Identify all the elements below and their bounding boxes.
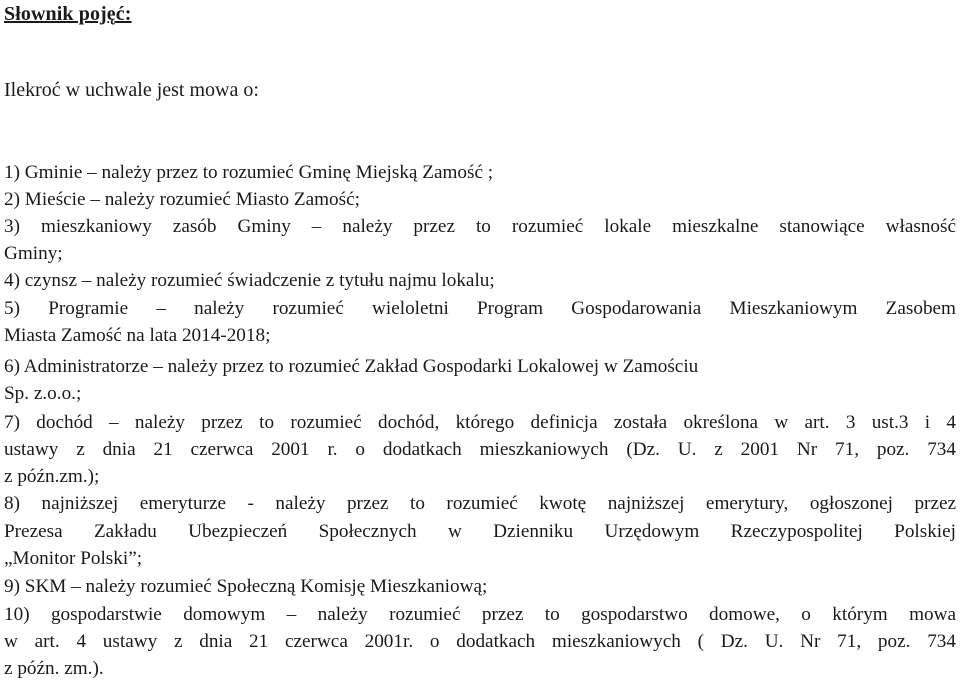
definition-line: 10) gospodarstwie domowym – należy rozumieć przez to gospodarstwo domowe, o którym mowa <box>4 604 956 625</box>
definition-line: 9) SKM – należy rozumieć Społeczną Komisję Mieszkaniową; <box>4 576 488 597</box>
definition-line: Prezesa Zakładu Ubezpieczeń Społecznych w Dzienniku Urzędowym Rzeczypospolitej Polskiej <box>4 521 956 542</box>
definition-line: z późn.zm.); <box>4 466 100 487</box>
definition-line: 8) najniższej emeryturze - należy przez to rozumieć kwotę najniższej emerytury, ogłoszonej przez <box>4 493 956 514</box>
definition-line: Miasta Zamość na lata 2014-2018; <box>4 325 271 346</box>
definition-line: Gminy; <box>4 243 63 264</box>
definition-line: 6) Administratorze – należy przez to rozumieć Zakład Gospodarki Lokalowej w Zamościu <box>4 356 699 377</box>
definition-line: Sp. z.o.o.; <box>4 383 82 404</box>
definition-line: „Monitor Polski”; <box>4 548 143 569</box>
definition-line: ustawy z dnia 21 czerwca 2001 r. o dodatkach mieszkaniowych (Dz. U. z 2001 Nr 71, poz. 734 <box>4 439 956 460</box>
definition-line: 4) czynsz – należy rozumieć świadczenie z tytułu najmu lokalu; <box>4 270 495 291</box>
definition-line: 2) Mieście – należy rozumieć Miasto Zamość; <box>4 189 360 210</box>
document-title: Słownik pojęć: <box>4 3 132 25</box>
definition-line: 3) mieszkaniowy zasób Gminy – należy przez to rozumieć lokale mieszkalne stanowiące własność <box>4 216 956 237</box>
definition-line: z późn. zm.). <box>4 658 104 679</box>
definition-line: 5) Programie – należy rozumieć wieloletni Program Gospodarowania Mieszkaniowym Zasobem <box>4 298 956 319</box>
intro-text: Ilekroć w uchwale jest mowa o: <box>4 79 259 101</box>
definition-line: w art. 4 ustawy z dnia 21 czerwca 2001r. o dodatkach mieszkaniowych ( Dz. U. Nr 71, poz. 734 <box>4 631 956 652</box>
definition-line: 1) Gminie – należy przez to rozumieć Gminę Miejską Zamość ; <box>4 162 494 183</box>
definition-line: 7) dochód – należy przez to rozumieć dochód, którego definicja została określona w art. 3 ust.3 i 4 <box>4 412 956 433</box>
